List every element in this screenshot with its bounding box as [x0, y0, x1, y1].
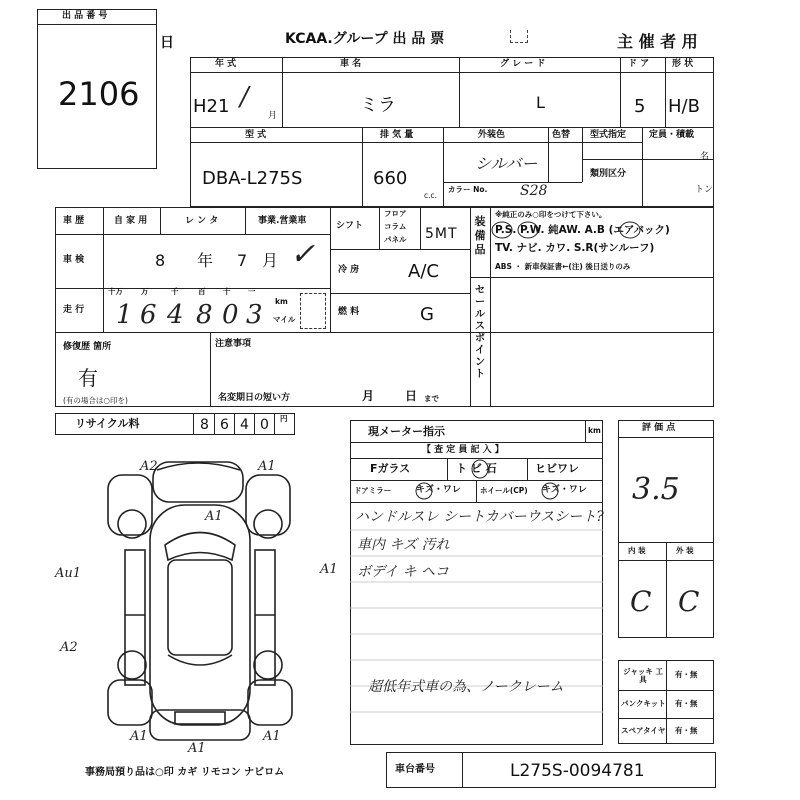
fuel-value: G: [420, 304, 434, 325]
wheel-value[interactable]: キズ・ワレ: [542, 485, 587, 495]
recycle-digit: 0: [260, 417, 269, 433]
meter-label: 現メーター指示: [368, 425, 445, 438]
vin-number: L275S-0094781: [510, 761, 645, 781]
capacity-unit-persons: 名: [700, 152, 710, 162]
cc-unit: c.c.: [424, 191, 438, 200]
shaken-label: 車 検: [63, 255, 85, 265]
damage-mark: A1: [130, 729, 148, 744]
jack-value[interactable]: 有・無: [675, 670, 698, 679]
recycle-unit: 円: [280, 414, 288, 423]
damage-mark: A1: [188, 741, 206, 756]
mileage-unit-10: 十: [223, 287, 231, 296]
exterior-color: シルバー: [475, 154, 538, 173]
shaken-month: 7: [237, 251, 248, 270]
lot-number: 2106: [58, 75, 140, 113]
inspector-label: 【 査 定 員 記 入 】: [422, 445, 504, 455]
equip-note: ※純正のみ○印をつけて下さい。: [495, 210, 607, 219]
puncture-kit-label: パンクキット: [621, 699, 666, 708]
puncture-kit-value[interactable]: 有・無: [675, 699, 698, 708]
shape-value: H/B: [668, 96, 700, 117]
mileage-digit: 8: [196, 300, 213, 330]
doors-value: 5: [634, 96, 646, 117]
equip-label: 装備品: [474, 215, 486, 256]
car-name: ミラ: [360, 95, 396, 116]
repair-value: 有: [78, 366, 98, 390]
year-month-unit: 月: [268, 111, 278, 121]
inspector-note-2: 車内 キズ 汚れ: [357, 537, 450, 553]
history-commercial[interactable]: 事業.営業車: [258, 216, 307, 226]
score-value: 3.5: [632, 472, 680, 507]
recycle-label: リサイクル料: [75, 417, 140, 430]
sales-point-label: セールスポイント: [475, 285, 485, 380]
spare-tire-label: スペアタイヤ: [621, 726, 666, 735]
damage-mark: A1: [263, 729, 281, 744]
vin-label: 車台番号: [395, 764, 435, 775]
inspector-note-3: ボデイ キ ヘコ: [357, 564, 449, 580]
wheel-label[interactable]: ホイール(CP): [480, 486, 528, 495]
mileage-digit: 1: [116, 300, 133, 330]
type-label: 型式指定: [590, 130, 627, 140]
shaken-year: 8: [155, 251, 166, 270]
score-label: 評 価 点: [642, 423, 676, 433]
name-label: 車 名: [340, 59, 362, 69]
interior-grade: C: [630, 585, 652, 618]
recycle-digit: 6: [220, 417, 229, 433]
mileage-digit: 4: [167, 300, 184, 330]
year-label: 年 式: [215, 59, 237, 69]
damage-mark: A1: [205, 509, 223, 524]
color-label: 外装色: [478, 130, 506, 140]
model-code: DBA-L275S: [202, 168, 303, 189]
equip-line-1: P.S. P.W. 純AW. A.B (エアバック): [495, 224, 670, 236]
mirror-value[interactable]: キズ・ワレ: [416, 485, 461, 495]
equip-line-2: TV. ナビ. カワ. S.R(サンルーフ): [495, 242, 655, 254]
shift-label: シフト: [336, 221, 364, 231]
repaint-label: 色替: [552, 130, 571, 140]
model-label: 型 式: [245, 130, 267, 140]
mileage-mile: マイル: [273, 315, 296, 324]
notes-day: 日: [405, 389, 418, 403]
shaken-month-unit: 月: [262, 251, 279, 270]
chip-label[interactable]: ト ビ 石: [456, 462, 497, 475]
grade-label: グ レ ー ド: [500, 59, 546, 69]
sheet-title: KCAA.グループ 出 品 票: [285, 31, 445, 47]
category-label: 類別区分: [590, 169, 627, 179]
history-rental[interactable]: レ ン タ: [185, 216, 219, 226]
year-era: H21: [193, 96, 230, 117]
mileage-unit-1k: 千: [171, 287, 179, 296]
shift-panel: パネル: [384, 235, 407, 244]
mileage-km: km: [275, 297, 288, 306]
jack-label: ジャッキ 工具: [623, 667, 663, 684]
meter-km: km: [588, 426, 601, 435]
shift-value: 5MT: [425, 226, 458, 242]
spare-tire-value[interactable]: 有・無: [675, 726, 698, 735]
doors-label: ド ア: [628, 59, 650, 69]
inspector-note-4: 超低年式車の為、ノークレーム: [368, 679, 564, 695]
shaken-check: ✓: [290, 237, 316, 272]
shaken-year-unit: 年: [197, 251, 214, 270]
year-slash: /: [240, 82, 249, 112]
damage-mark: A1: [320, 562, 338, 577]
capacity-label: 定員・積載: [649, 130, 695, 140]
color-number: S28: [520, 183, 548, 199]
mileage-unit-10k: 万: [141, 287, 149, 296]
exterior-label: 外 装: [676, 546, 694, 555]
mileage-digit: 0: [222, 300, 239, 330]
mileage-unit-100: 百: [198, 287, 206, 296]
recycle-digit: 8: [200, 417, 209, 433]
history-private[interactable]: 自 家 用: [114, 216, 148, 226]
mirror-label[interactable]: ドアミラー: [354, 486, 392, 495]
header-mark: 日: [160, 35, 174, 51]
disp-label: 排 気 量: [380, 130, 414, 140]
damage-mark: A2: [60, 640, 78, 655]
shift-column: コラム: [384, 222, 407, 231]
repair-note: (有の場合は○印を): [63, 396, 128, 405]
ac-value: A/C: [408, 261, 439, 282]
repair-label: 修復歴 箇所: [63, 342, 112, 352]
exterior-grade: C: [678, 585, 700, 618]
mileage-label: 走 行: [63, 305, 85, 315]
ac-label: 冷 房: [338, 265, 360, 275]
damage-mark: Au1: [55, 566, 82, 581]
notes-month: 月: [362, 389, 375, 403]
mileage-unit-1: 一: [248, 287, 256, 296]
damage-mark: A1: [258, 459, 276, 474]
mileage-unit-100k: 十万: [108, 287, 123, 296]
crack-label[interactable]: ヒビワレ: [535, 462, 579, 475]
capacity-unit-tons: トン: [695, 185, 714, 195]
notes-deadline: 名変期日の短い方: [218, 393, 291, 403]
mileage-digit: 6: [140, 300, 157, 330]
fuel-label: 燃 料: [338, 307, 360, 317]
damage-mark: A2: [140, 459, 158, 474]
inspector-note-1: ハンドルスレ シートカバーウスシート?: [355, 509, 604, 525]
notes-label: 注意事項: [215, 339, 252, 349]
history-label: 車 歴: [63, 216, 85, 226]
interior-label: 内 装: [628, 546, 646, 555]
grade-value: L: [536, 93, 545, 112]
recycle-digit: 4: [240, 417, 249, 433]
color-no-label: カラー No.: [448, 185, 488, 194]
organizer-label: 主 催 者 用: [617, 32, 698, 51]
shape-label: 形 状: [672, 59, 694, 69]
glass-label[interactable]: Fガラス: [370, 462, 411, 475]
lot-number-label: 出 品 番 号: [62, 11, 108, 21]
notes-made: まで: [424, 394, 439, 403]
keys-note: 事務局預り品は○印 カギ リモコン ナビロム: [85, 767, 285, 778]
equip-line-3: ABS ・ 新車保証書←(注) 後日送りのみ: [495, 262, 631, 271]
displacement: 660: [373, 168, 408, 189]
mileage-digit: 3: [246, 300, 263, 330]
shift-floor: フロア: [384, 209, 407, 218]
